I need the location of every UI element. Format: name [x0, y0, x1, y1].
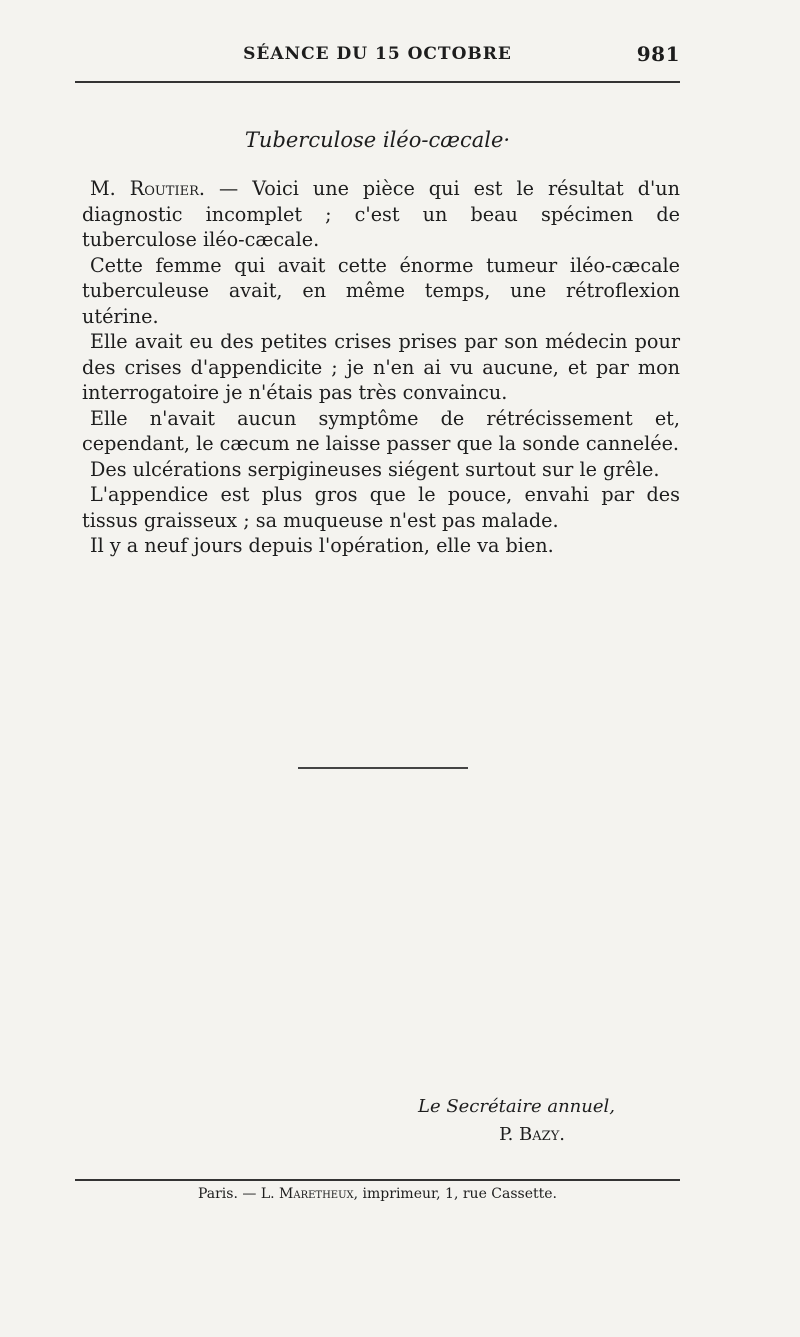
article-title: Tuberculose iléo-cæcale· — [244, 128, 511, 152]
paragraph: Cette femme qui avait cette énorme tumeur iléo-cæcale tuberculeuse avait, en même temps, une rétroflexion utérine. — [82, 253, 680, 328]
signature-role: Le Secrétaire annuel, — [418, 1096, 615, 1117]
paragraph: Il y a neuf jours depuis l'opération, elle va bien. — [90, 534, 554, 557]
imprint-address: , imprimeur, 1, rue Cassette. — [353, 1186, 558, 1202]
speaker-name: M. Routier. — [90, 177, 205, 200]
imprint-printer: L. Maretheux — [260, 1186, 354, 1202]
running-head — [75, 44, 680, 74]
imprint-city: Paris. — — [197, 1186, 261, 1202]
page-number: 981 — [636, 42, 680, 66]
paragraph: Des ulcérations serpigineuses siégent surtout sur le grêle. — [90, 457, 660, 481]
footer-rule — [75, 1179, 680, 1181]
signature-name: P. Bazy. — [499, 1124, 565, 1145]
header-rule — [75, 81, 680, 83]
imprint-line — [75, 1186, 680, 1202]
running-head-title: SÉANCE DU 15 OCTOBRE — [243, 44, 512, 64]
paragraph-text: — Voici une pièce qui est le résultat d'un diagnostic incomplet ; c'est un beau spécimen de tuberculose iléo-cæcale. — [82, 177, 681, 251]
paragraph — [82, 176, 680, 253]
article-body — [82, 176, 680, 559]
paragraph: Elle n'avait aucun symptôme de rétrécissement et, cependant, le cæcum ne laisse passer que la sonde cannelée. — [82, 406, 680, 455]
paragraph: Elle avait eu des petites crises prises par son médecin pour des crises d'appendicite ; je n'en ai vu aucune, et par mon interrogatoire je n'étais pas très convaincu. — [82, 330, 680, 404]
section-end-rule — [298, 767, 468, 769]
paragraph: L'appendice est plus gros que le pouce, envahi par des tissus graisseux ; sa muqueuse n'est pas malade. — [82, 483, 680, 532]
signature-block — [380, 1093, 680, 1149]
